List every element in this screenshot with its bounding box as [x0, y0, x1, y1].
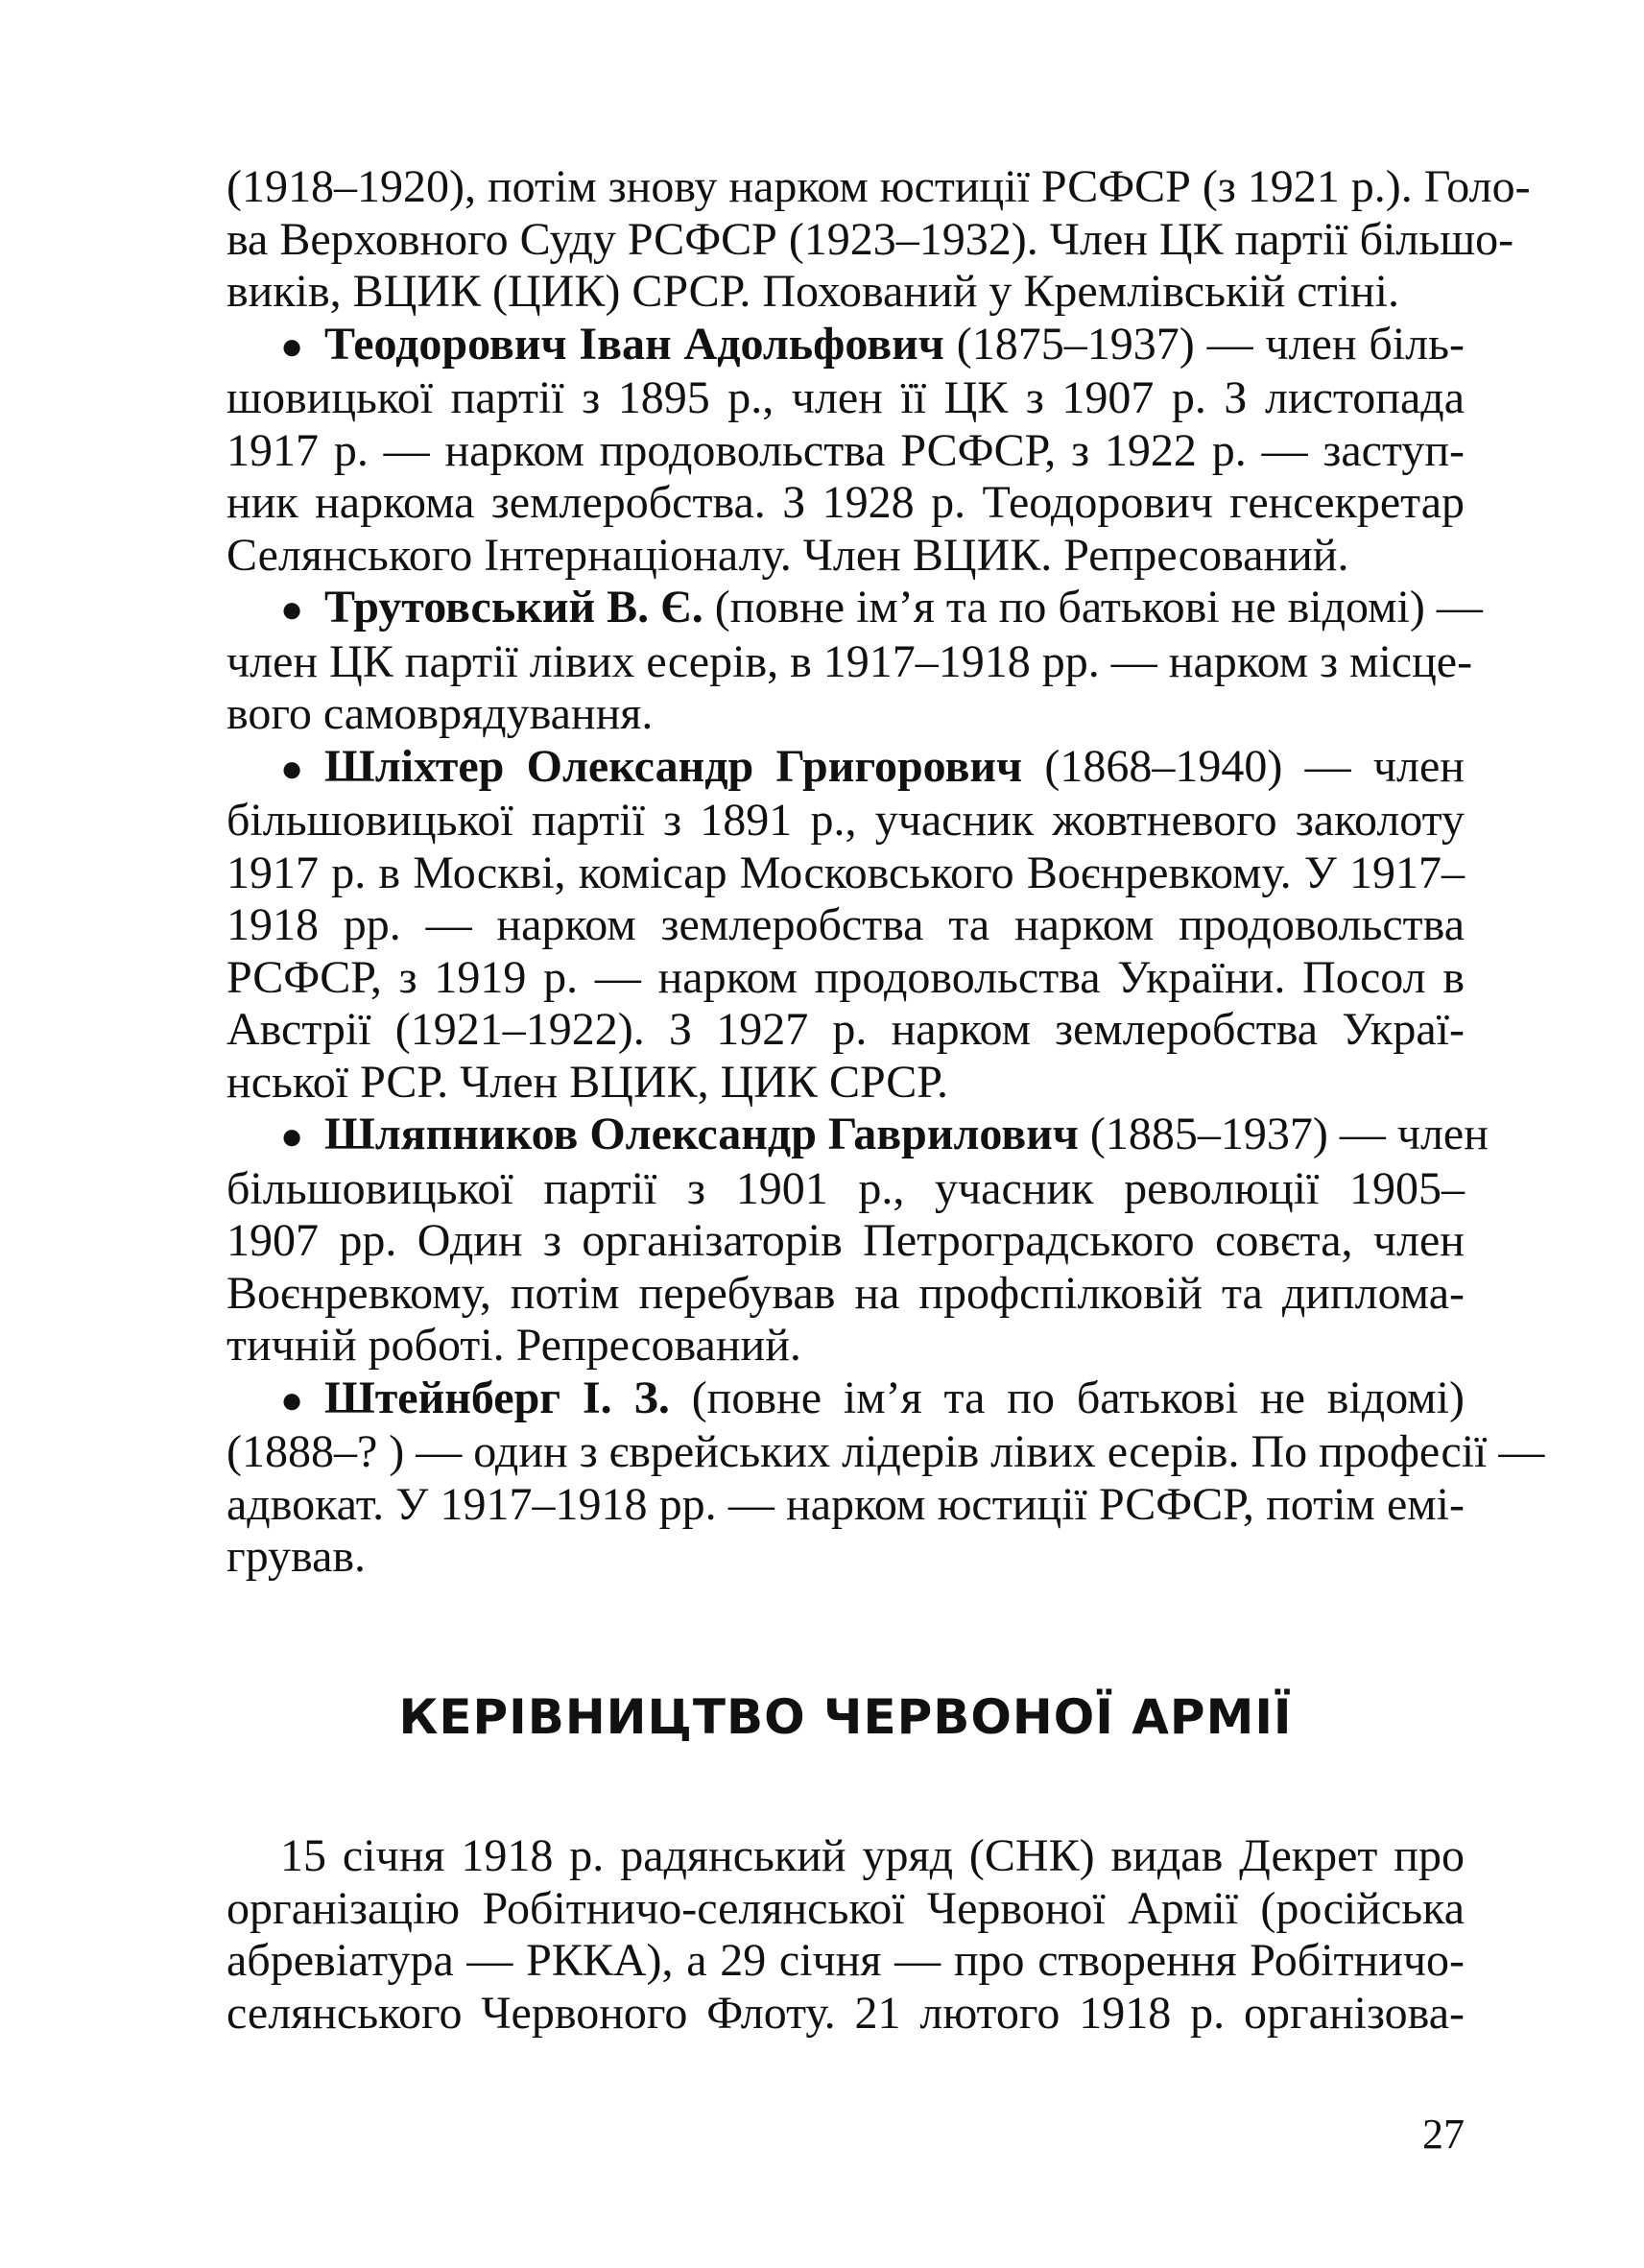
text-line: РСФСР, з 1919 р. — нарком продовольства України. Посол в	[226, 951, 1465, 1003]
bullet-icon: ●	[280, 587, 304, 631]
entry-first-line	[226, 319, 1465, 373]
entry-text: (1875–1937) — член біль-	[943, 318, 1465, 370]
text-line: більшовицької партії з 1891 р., учасник жовтневого заколоту	[226, 795, 1465, 846]
text-line: 1907 рр. Один з організаторів Петроградського совєта, член	[226, 1215, 1465, 1266]
entry-text: (повне ім’я та по батькові не відомі) —	[703, 582, 1483, 633]
text-line: абревіатура — РККА), а 29 січня — про створення Робітничо-	[226, 1935, 1465, 1986]
entry-first-line	[226, 1109, 1489, 1163]
text-line: Селянського Інтернаціоналу. Член ВЦИК. Репресований.	[226, 529, 1349, 581]
text-line: 15 січня 1918 р. радянський уряд (СНК) видав Декрет про	[280, 1830, 1465, 1881]
text-line: 1917 р. — нарком продовольства РСФСР, з 1922 р. — заступ-	[226, 424, 1465, 476]
person-name: Теодорович Іван Адольфович	[324, 318, 944, 370]
entry-first-line	[226, 582, 1483, 636]
entry-first-line	[226, 1373, 1465, 1427]
bullet-icon: ●	[280, 323, 304, 368]
text-line: організацію Робітничо-селянської Червоної Армії (російська	[226, 1882, 1465, 1934]
text-line: (1888–? ) — один з єврейських лідерів лівих есерів. По професії —	[226, 1426, 1545, 1477]
section-heading: КЕРІВНИЦТВО ЧЕРВОНОЇ АРМІЇ	[398, 1689, 1293, 1745]
bullet-icon: ●	[280, 1377, 304, 1421]
text-line: вого самоврядування.	[226, 688, 654, 739]
biography-text	[226, 161, 1545, 1584]
text-line: ник наркома землеробства. З 1928 р. Теодорович генсекретар	[226, 477, 1465, 528]
entry-text: (1868–1940) — член	[1022, 740, 1465, 792]
text-line: грував.	[226, 1531, 367, 1582]
person-name: Штейнберг І. З.	[324, 1372, 670, 1423]
entry-text: (повне ім’я та по батькові не відомі)	[669, 1372, 1465, 1423]
bullet-icon: ●	[280, 746, 304, 790]
text-line: ва Верховного Суду РСФСР (1923–1932). Член ЦК партії більшо-	[226, 213, 1514, 265]
person-name: Трутовський В. Є.	[324, 582, 703, 633]
text-line: Австрії (1921–1922). З 1927 р. нарком землеробства Украї-	[226, 1004, 1465, 1055]
text-line: адвокат. У 1917–1918 рр. — нарком юстиції РСФСР, потім емі-	[226, 1478, 1465, 1530]
text-line: виків, ВЦИК (ЦИК) СРСР. Похований у Кремлівській стіні.	[226, 266, 1399, 317]
text-line: селянського Червоного Флоту. 21 лютого 1918 р. організова-	[226, 1987, 1465, 2039]
entry-first-line	[226, 741, 1465, 796]
text-line: (1918–1920), потім знову нарком юстиції РСФСР (з 1921 р.). Голо-	[226, 161, 1531, 212]
entry-text: (1885–1937) — член	[1078, 1109, 1489, 1159]
text-line: Воєнревкому, потім перебував на профспілковій та диплома-	[226, 1267, 1465, 1319]
text-line: нської РСР. Член ВЦИК, ЦИК СРСР.	[226, 1056, 948, 1108]
section-text	[226, 1830, 1465, 2040]
text-line: член ЦК партії лівих есерів, в 1917–1918 рр. — нарком з місце-	[226, 635, 1473, 687]
text-line: 1918 рр. — нарком землеробства та нарком продовольства	[226, 899, 1465, 950]
person-name: Шляпников Олександр Гаврилович	[324, 1109, 1079, 1159]
page-number: 27	[1422, 2111, 1465, 2158]
text-line: шовицької партії з 1895 р., член її ЦК з 1907 р. З листопада	[226, 372, 1465, 423]
text-line: 1917 р. в Москві, комісар Московського Воєнревкому. У 1917–	[226, 847, 1465, 898]
bullet-icon: ●	[280, 1114, 304, 1158]
text-line: більшовицької партії з 1901 р., учасник революції 1905–	[226, 1162, 1465, 1214]
person-name: Шліхтер Олександр Григорович	[324, 740, 1023, 792]
text-line: тичній роботі. Репресований.	[226, 1320, 801, 1371]
